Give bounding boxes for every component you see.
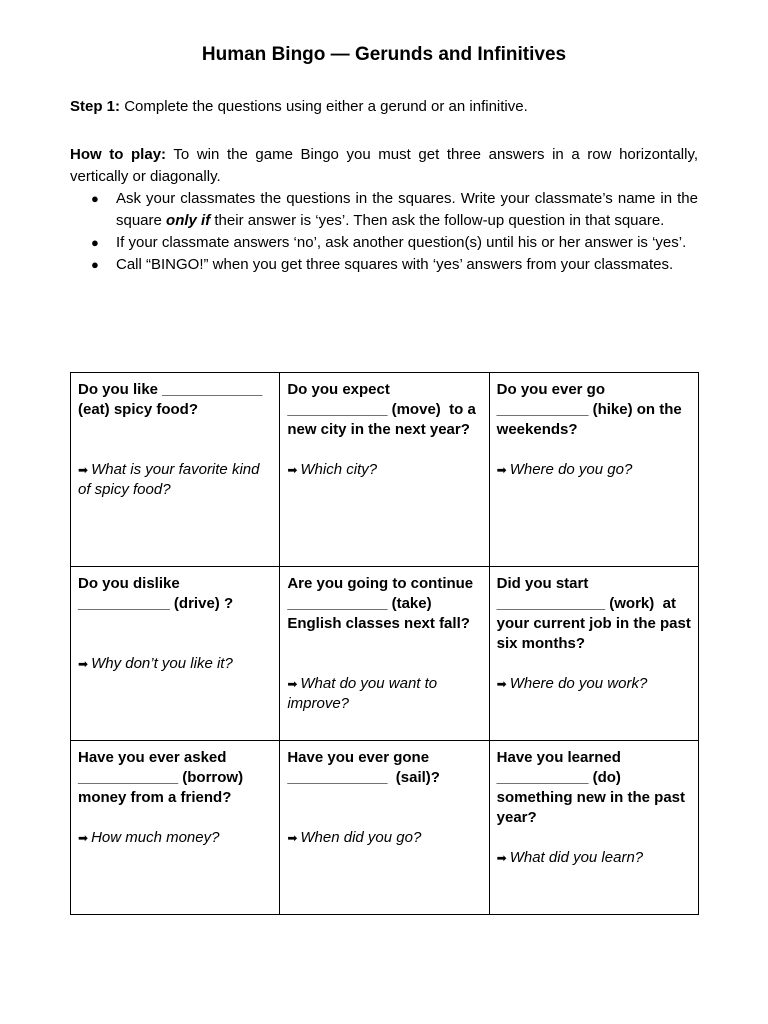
square-question: Have you ever asked ____________ (borrow) money from a friend? [78, 749, 248, 806]
square-question: Did you start _____________ (work) at your current job in the past six months? [496, 575, 696, 652]
square-follow-up [78, 828, 272, 848]
follow-up-text: Which city? [300, 461, 378, 478]
bingo-square[interactable] [71, 741, 280, 915]
square-question: Do you like ____________ (eat) spicy food? [78, 381, 267, 418]
follow-up-text: What did you learn? [509, 849, 644, 866]
follow-up-text: What is your favorite kind of spicy food? [78, 461, 260, 498]
follow-up-text: How much money? [91, 829, 220, 846]
follow-up-text: Where do you work? [509, 675, 648, 692]
arrow-right-icon: ➡ [496, 463, 507, 477]
bullet-icon: ● [91, 191, 99, 206]
bingo-square[interactable] [71, 373, 280, 567]
bingo-square[interactable] [489, 373, 698, 567]
arrow-right-icon: ➡ [496, 851, 507, 865]
bingo-square[interactable] [489, 741, 698, 915]
square-follow-up [497, 674, 691, 694]
square-follow-up [287, 828, 481, 848]
arrow-right-icon: ➡ [496, 677, 507, 691]
follow-up-text: When did you go? [300, 829, 422, 846]
how-to-play-bullet [70, 188, 698, 232]
arrow-right-icon: ➡ [287, 831, 298, 845]
bingo-row [71, 567, 699, 741]
bingo-row [71, 373, 699, 567]
how-to-play-bullet [70, 254, 698, 276]
follow-up-text: Why don’t you like it? [91, 655, 233, 672]
square-follow-up [497, 848, 691, 868]
square-question: Do you ever go ___________ (hike) on the weekends? [496, 381, 686, 438]
how-to-play-text: To win the game Bingo you must get three answers in a row horizontally, vertically or diagonally. [70, 146, 699, 185]
follow-up-text: Where do you go? [509, 461, 633, 478]
bingo-square[interactable] [280, 373, 489, 567]
bingo-grid [70, 372, 699, 915]
page-title: Human Bingo — Gerunds and Infinitives [201, 44, 567, 65]
follow-up-text: What do you want to improve? [287, 675, 438, 712]
how-to-play-section [70, 144, 698, 276]
square-question: Do you dislike ___________ (drive) ? [78, 575, 234, 612]
arrow-right-icon: ➡ [287, 677, 298, 691]
how-to-play-label: How to play: [70, 146, 167, 163]
square-follow-up [78, 460, 272, 500]
step-instruction [70, 97, 700, 117]
bullet-text: If your classmate answers ‘no’, ask another question(s) until his or her answer is ‘yes’. [116, 234, 687, 251]
arrow-right-icon: ➡ [78, 831, 89, 845]
bullet-emphasis: only if [166, 212, 211, 229]
bingo-row [71, 741, 699, 915]
how-to-play-intro [70, 144, 698, 188]
bullet-text-pre: Ask your classmates the questions in the squares. Write your classmate’s name in the square [116, 190, 698, 229]
bingo-square[interactable] [280, 567, 489, 741]
bullet-icon: ● [91, 235, 99, 250]
how-to-play-bullet [70, 232, 698, 254]
bingo-square[interactable] [71, 567, 280, 741]
square-follow-up [287, 674, 481, 714]
arrow-right-icon: ➡ [78, 657, 89, 671]
arrow-right-icon: ➡ [78, 463, 89, 477]
bullet-text-post: their answer is ‘yes’. Then ask the follow-up question in that square. [210, 212, 665, 229]
step-text: Complete the questions using either a gerund or an infinitive. [124, 98, 528, 115]
square-question: Do you expect ____________ (move) to a new city in the next year? [287, 381, 480, 438]
square-question: Have you ever gone ____________ (sail)? [287, 749, 440, 786]
how-to-play-list [70, 188, 698, 276]
bullet-icon: ● [91, 257, 99, 272]
square-question: Have you learned ___________ (do) something new in the past year? [496, 749, 690, 826]
bingo-square[interactable] [489, 567, 698, 741]
bingo-square[interactable] [280, 741, 489, 915]
square-question: Are you going to continue ____________ (take) English classes next fall? [287, 575, 478, 632]
square-follow-up [497, 460, 691, 480]
square-follow-up [78, 654, 272, 674]
arrow-right-icon: ➡ [287, 463, 298, 477]
step-label: Step 1: [70, 98, 121, 115]
square-follow-up [287, 460, 481, 480]
bullet-text: Call “BINGO!” when you get three squares with ‘yes’ answers from your classmates. [116, 256, 674, 273]
